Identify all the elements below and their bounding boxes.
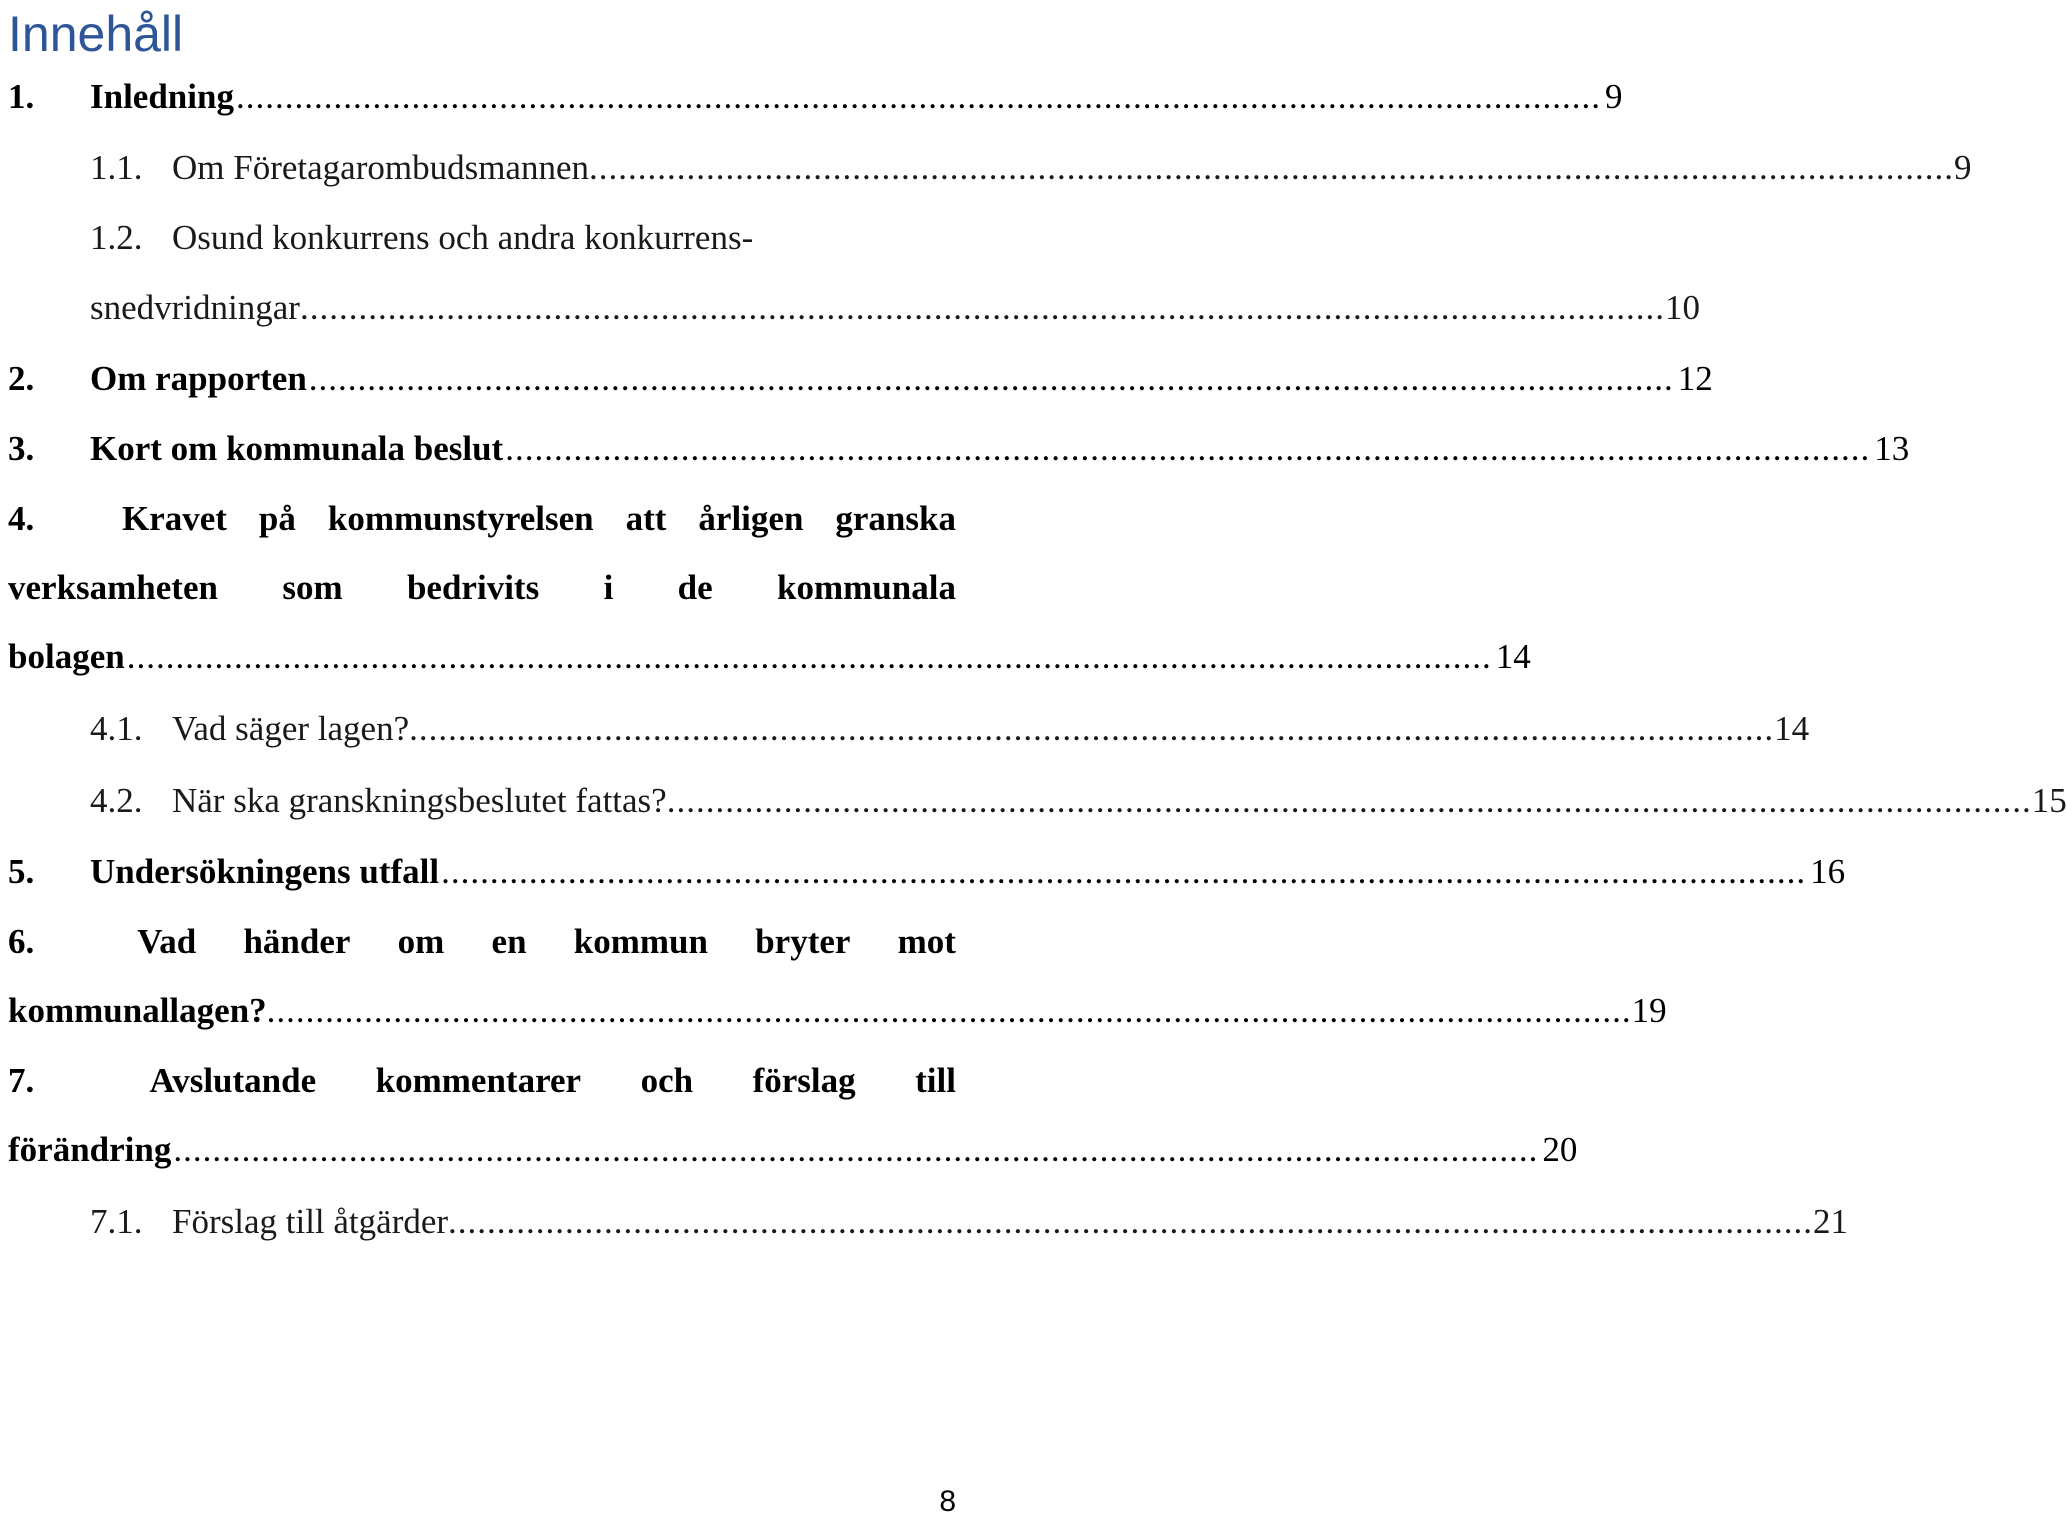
toc-entry-1-1[interactable] — [90, 139, 1972, 189]
toc-entry-page: 21 — [1813, 1202, 1849, 1241]
toc-entry-word: verksamheten — [8, 568, 218, 607]
toc-heading: Innehåll — [8, 6, 184, 62]
toc-entry-number: 3. — [8, 429, 35, 468]
toc-entry-1-2-continued[interactable] — [90, 279, 1700, 329]
toc-entry-page: 9 — [1954, 148, 1972, 187]
toc-entry-1[interactable] — [8, 68, 1623, 118]
dot-leader: ............................................................................................................................................ — [505, 429, 1871, 468]
toc-entry-page: 12 — [1677, 359, 1713, 398]
toc-entry-2[interactable] — [8, 350, 1713, 400]
toc-entry-word: granska — [835, 499, 956, 538]
toc-entry-word: Avslutande — [149, 1061, 317, 1100]
dot-leader: ............................................................................................................................................ — [409, 709, 1775, 748]
toc-entry-number: 4.2. — [90, 781, 143, 820]
toc-entry-4[interactable] — [8, 490, 956, 540]
toc-entry-number: 7.1. — [90, 1202, 143, 1241]
toc-entry-page: 19 — [1631, 991, 1667, 1030]
toc-entry-word: till — [915, 1061, 956, 1100]
toc-entry-title: Förslag till åtgärder — [172, 1202, 449, 1241]
toc-entry-word: förslag — [752, 1061, 856, 1100]
toc-entry-title: Vad säger lagen? — [172, 709, 410, 748]
toc-entry-7[interactable] — [8, 1052, 956, 1102]
toc-entry-word: mot — [897, 922, 956, 961]
dot-leader: ............................................................................................................................................ — [299, 288, 1665, 327]
toc-entry-word: och — [640, 1061, 694, 1100]
toc-entry-number: 1. — [8, 77, 35, 116]
page-number: 8 — [939, 1485, 956, 1518]
toc-entry-word: kommentarer — [375, 1061, 582, 1100]
toc-entry-word: som — [282, 568, 343, 607]
toc-entry-title: Inledning — [90, 77, 234, 116]
toc-entry-6[interactable] — [8, 913, 956, 963]
toc-entry-page: 10 — [1664, 288, 1700, 327]
toc-entry-number: 4.1. — [90, 709, 143, 748]
toc-entry-page: 13 — [1874, 429, 1910, 468]
toc-entry-title: När ska granskningsbeslutet fattas? — [172, 781, 667, 820]
dot-leader: ............................................................................................................................................ — [308, 359, 1674, 398]
toc-entry-word: om — [397, 922, 445, 961]
toc-entry-number: 4. — [8, 499, 35, 538]
toc-entry-4-2[interactable] — [90, 772, 2067, 822]
dot-leader: ............................................................................................................................................ — [666, 781, 2032, 820]
dot-leader: ............................................................................................................................................ — [235, 77, 1601, 116]
dot-leader: ............................................................................................................................................ — [589, 148, 1954, 187]
toc-entry-1-2[interactable] — [90, 209, 956, 259]
toc-entry-4-continued[interactable] — [8, 559, 956, 609]
toc-entry-page: 20 — [1542, 1130, 1578, 1169]
toc-entry-number: 2. — [8, 359, 35, 398]
toc-entry-7-1[interactable] — [90, 1193, 1849, 1243]
toc-entry-number: 1.1. — [90, 148, 143, 187]
toc-entry-page: 14 — [1774, 709, 1810, 748]
toc-entry-word: att — [625, 499, 667, 538]
toc-entry-word: kommunstyrelsen — [327, 499, 594, 538]
toc-entry-word: i — [603, 568, 614, 607]
toc-entry-word: bryter — [755, 922, 851, 961]
dot-leader: ............................................................................................................................................ — [448, 1202, 1814, 1241]
toc-entry-page: 16 — [1810, 852, 1846, 891]
toc-entry-word: de — [677, 568, 713, 607]
toc-entry-number: 7. — [8, 1061, 35, 1100]
toc-entry-word: händer — [243, 922, 351, 961]
toc-entry-title-continued: bolagen — [8, 637, 125, 676]
toc-entry-page: 14 — [1495, 637, 1531, 676]
toc-entry-number: 6. — [8, 922, 35, 961]
toc-entry-4-last-line[interactable] — [8, 628, 1531, 678]
toc-entry-word: Vad — [137, 922, 197, 961]
toc-entry-title: Om Företagarombudsmannen — [172, 148, 589, 187]
toc-entry-5[interactable] — [8, 843, 1846, 893]
toc-entry-word: Kravet — [121, 499, 227, 538]
toc-entry-7-continued[interactable] — [8, 1121, 1578, 1171]
toc-entry-word: bedrivits — [406, 568, 540, 607]
toc-entry-page: 9 — [1604, 77, 1623, 116]
toc-entry-title: Om rapporten — [90, 359, 307, 398]
toc-entry-word: kommunala — [777, 568, 956, 607]
dot-leader: ............................................................................................................................................ — [441, 852, 1807, 891]
toc-entry-number: 5. — [8, 852, 35, 891]
dot-leader: ............................................................................................................................................ — [173, 1130, 1539, 1169]
toc-entry-page: 15 — [2031, 781, 2067, 820]
toc-entry-word: kommun — [573, 922, 708, 961]
toc-entry-word: årligen — [698, 499, 804, 538]
toc-entry-3[interactable] — [8, 420, 1910, 470]
toc-entry-number: 1.2. — [90, 218, 143, 257]
toc-entry-title: Osund konkurrens och andra konkurrens- — [172, 218, 754, 257]
toc-entry-word: en — [491, 922, 527, 961]
toc-entry-title-continued: förändring — [8, 1130, 172, 1169]
toc-entry-title: Undersökningens utfall — [90, 852, 440, 891]
dot-leader: ............................................................................................................................................ — [266, 991, 1632, 1030]
toc-entry-4-1[interactable] — [90, 700, 1810, 750]
toc-entry-word: på — [258, 499, 296, 538]
toc-entry-6-continued[interactable] — [8, 982, 1667, 1032]
dot-leader: ............................................................................................................................................ — [126, 637, 1492, 676]
toc-entry-title: Kort om kommunala beslut — [90, 429, 504, 468]
toc-entry-title-continued: snedvridningar — [90, 288, 300, 327]
toc-entry-title-continued: kommunallagen? — [8, 991, 267, 1030]
